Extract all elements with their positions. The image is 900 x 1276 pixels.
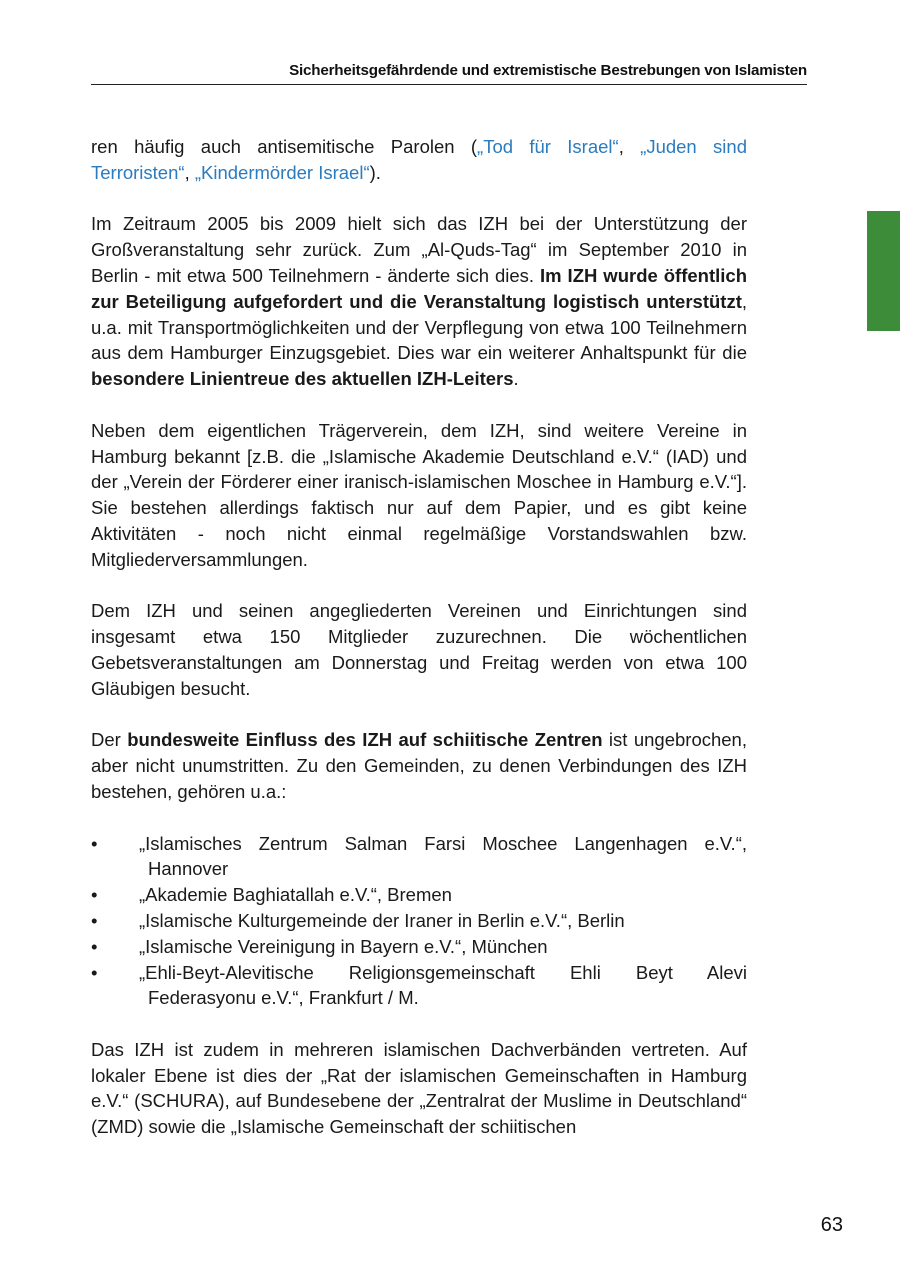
list-item — [91, 908, 747, 934]
paragraph-2 — [91, 211, 747, 392]
emphasis-line-loyalty: besondere Linientreue des aktuellen IZH-Leiters — [91, 368, 514, 390]
header-title: Sicherheitsgefährdende und extremistische Bestrebungen von Islamisten — [289, 62, 807, 79]
list-item-text: „Ehli-Beyt-Alevitische Religionsgemeinschaft Ehli Beyt Alevi — [139, 961, 747, 983]
paragraph-1-text: ren häufig auch antisemitische Parolen ( — [91, 136, 478, 157]
list-item — [91, 831, 747, 883]
separator: , — [618, 136, 641, 157]
quote-link-3: „Kindermörder Israel“ — [194, 161, 370, 183]
quote-link-2: „Juden sind Terroristen“ — [91, 136, 747, 183]
separator: , — [184, 161, 195, 183]
paragraph-4: Dem IZH und seinen angegliederten Vereinen und Einrichtungen sind insgesamt etwa 150 Mitglieder zuzurechnen. Die wöchentlichen Gebetsveranstaltungen am Donnerstag und Freitag werden von etwa 100 Gläubigen besucht. — [91, 600, 747, 699]
bullet: • — [91, 884, 98, 906]
paragraph-6: Das IZH ist zudem in mehreren islamischen Dachverbänden vertreten. Auf lokaler Ebene ist dies der „Rat der islamischen Gemeinschaften in Hamburg e.V.“ (SCHURA), auf Bundesebene der „Zentralrat der Muslime in Deutschland“ (ZMD) sowie die „Islamische Gemeinschaft der schiitischen — [91, 1038, 747, 1138]
paragraph-2-end: . — [513, 368, 519, 390]
paragraph-5-end: ist ungebrochen, aber nicht unumstritten. Zu den Gemeinden, zu denen Verbindungen des IZH bestehen, gehören u.a.: — [91, 729, 747, 802]
quote-link-1: „Tod für Israel“ — [477, 136, 619, 157]
list-item-text: „Akademie Baghiatallah e.V.“, Bremen — [139, 884, 452, 906]
emphasis-logistic-support: Im IZH wurde öffentlich zur Beteiligung aufgefordert und die Veranstaltung logistisch unterstützt — [91, 264, 747, 312]
community-list — [91, 831, 747, 1012]
list-item — [91, 882, 747, 908]
list-item-text: „Islamische Kulturgemeinde der Iraner in Berlin e.V.“, Berlin — [139, 909, 625, 931]
paragraph-5 — [91, 727, 747, 804]
list-item — [91, 960, 747, 1012]
paragraph-2-text-cont: , u.a. mit Transportmöglichkeiten und der Verpflegung von etwa 100 Teilnehmern aus dem Hamburger Einzugsgebiet. Dies war ein weiterer Anhaltspunkt für die — [91, 290, 747, 364]
page-number: 63 — [820, 1214, 843, 1236]
list-item-text: Hannover — [148, 858, 229, 880]
chapter-side-tab — [867, 211, 900, 331]
bullet: • — [91, 909, 98, 931]
bullet: • — [91, 935, 98, 957]
list-item-text: „Islamische Vereinigung in Bayern e.V.“, München — [139, 935, 548, 957]
bullet: • — [91, 832, 98, 854]
emphasis-nationwide-influence: bundesweite Einfluss des IZH auf schiitische Zentren — [127, 729, 603, 751]
paragraph-1-end: ). — [369, 161, 381, 183]
list-item — [91, 934, 747, 960]
list-item-text: Federasyonu e.V.“, Frankfurt / M. — [148, 987, 419, 1009]
running-header — [91, 62, 807, 85]
paragraph-3: Neben dem eigentlichen Trägerverein, dem IZH, sind weitere Vereine in Hamburg bekannt [z.B. die „Islamische Akademie Deutschland e.V.“ (IAD) und der „Verein der Förderer einer iranisch-islamischen Moschee in Hamburg e.V.“]. Sie bestehen allerdings faktisch nur auf dem Papier, und es gibt keine Aktivitäten - noch nicht einmal regelmäßige Vorstandswahlen bzw. Mitgliederversammlungen. — [91, 419, 747, 570]
paragraph-5-text: Der — [91, 729, 128, 751]
paragraph-2-text: Im Zeitraum 2005 bis 2009 hielt sich das IZH bei der Unterstützung der Großveranstaltung sehr zurück. Zum „Al-Quds-Tag“ im September 2010 in Berlin - mit etwa 500 Teilnehmern - änderte sich dies. — [91, 213, 747, 286]
list-item-text: „Islamisches Zentrum Salman Farsi Moschee Langenhagen e.V.“, — [139, 832, 747, 854]
body-text — [91, 134, 747, 1140]
paragraph-1 — [91, 134, 747, 186]
bullet: • — [91, 961, 98, 983]
